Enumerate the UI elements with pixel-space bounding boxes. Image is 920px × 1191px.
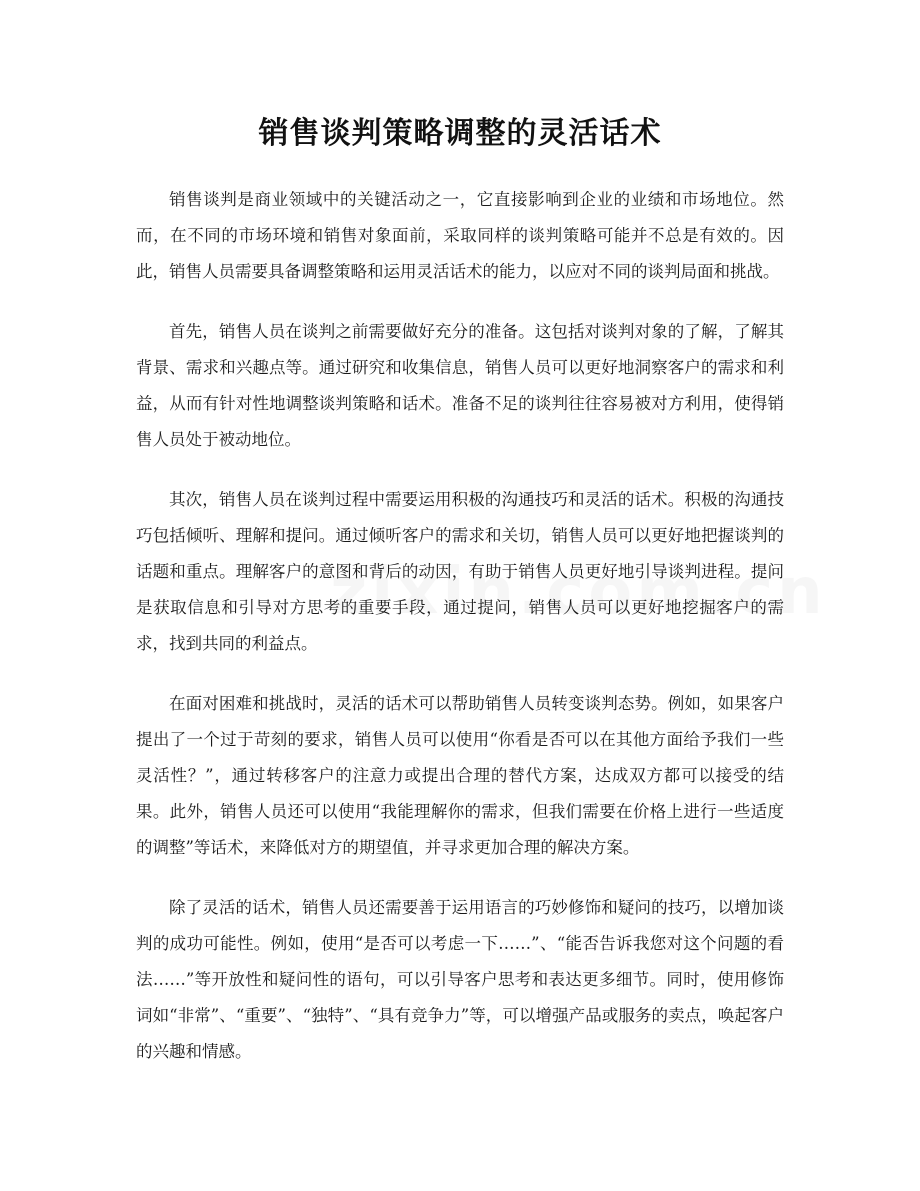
paragraph: 其次，销售人员在谈判过程中需要运用积极的沟通技巧和灵活的话术。积极的沟通技巧包括倾听、理解和提问。通过倾听客户的需求和关切，销售人员可以更好地把握谈判的话题和重点。理解客户的意图和背后的动因，有助于销售人员更好地引导谈判进程。提问是获取信息和引导对方思考的重要手段，通过提问，销售人员可以更好地挖掘客户的需求，找到共同的利益点。 xyxy=(136,490,784,653)
document-title: 销售谈判策略调整的灵活话术 xyxy=(258,116,662,151)
document-body xyxy=(136,182,784,1094)
paragraph: 首先，销售人员在谈判之前需要做好充分的准备。这包括对谈判对象的了解，了解其背景、需求和兴趣点等。通过研究和收集信息，销售人员可以更好地洞察客户的需求和利益，从而有针对性地调整谈判策略和话术。准备不足的谈判往往容易被对方利用，使得销售人员处于被动地位。 xyxy=(136,322,784,449)
paragraph: 在面对困难和挑战时，灵活的话术可以帮助销售人员转变谈判态势。例如，如果客户提出了一个过于苛刻的要求，销售人员可以使用“你看是否可以在其他方面给予我们一些灵活性？”，通过转移客户的注意力或提出合理的替代方案，达成双方都可以接受的结果。此外，销售人员还可以使用“我能理解你的需求，但我们需要在价格上进行一些适度的调整”等话术，来降低对方的期望值，并寻求更加合理的解决方案。 xyxy=(136,694,784,857)
paragraph: 除了灵活的话术，销售人员还需要善于运用语言的巧妙修饰和疑问的技巧，以增加谈判的成功可能性。例如，使用“是否可以考虑一下……”、“能否告诉我您对这个问题的看法……”等开放性和疑问性的语句，可以引导客户思考和表达更多细节。同时，使用修饰词如“非常”、“重要”、“独特”、“具有竞争力”等，可以增强产品或服务的卖点，唤起客户的兴趣和情感。 xyxy=(136,898,784,1061)
paragraph: 销售谈判是商业领域中的关键活动之一，它直接影响到企业的业绩和市场地位。然而，在不同的市场环境和销售对象面前，采取同样的谈判策略可能并不总是有效的。因此，销售人员需要具备调整策略和运用灵活话术的能力，以应对不同的谈判局面和挑战。 xyxy=(136,190,784,281)
